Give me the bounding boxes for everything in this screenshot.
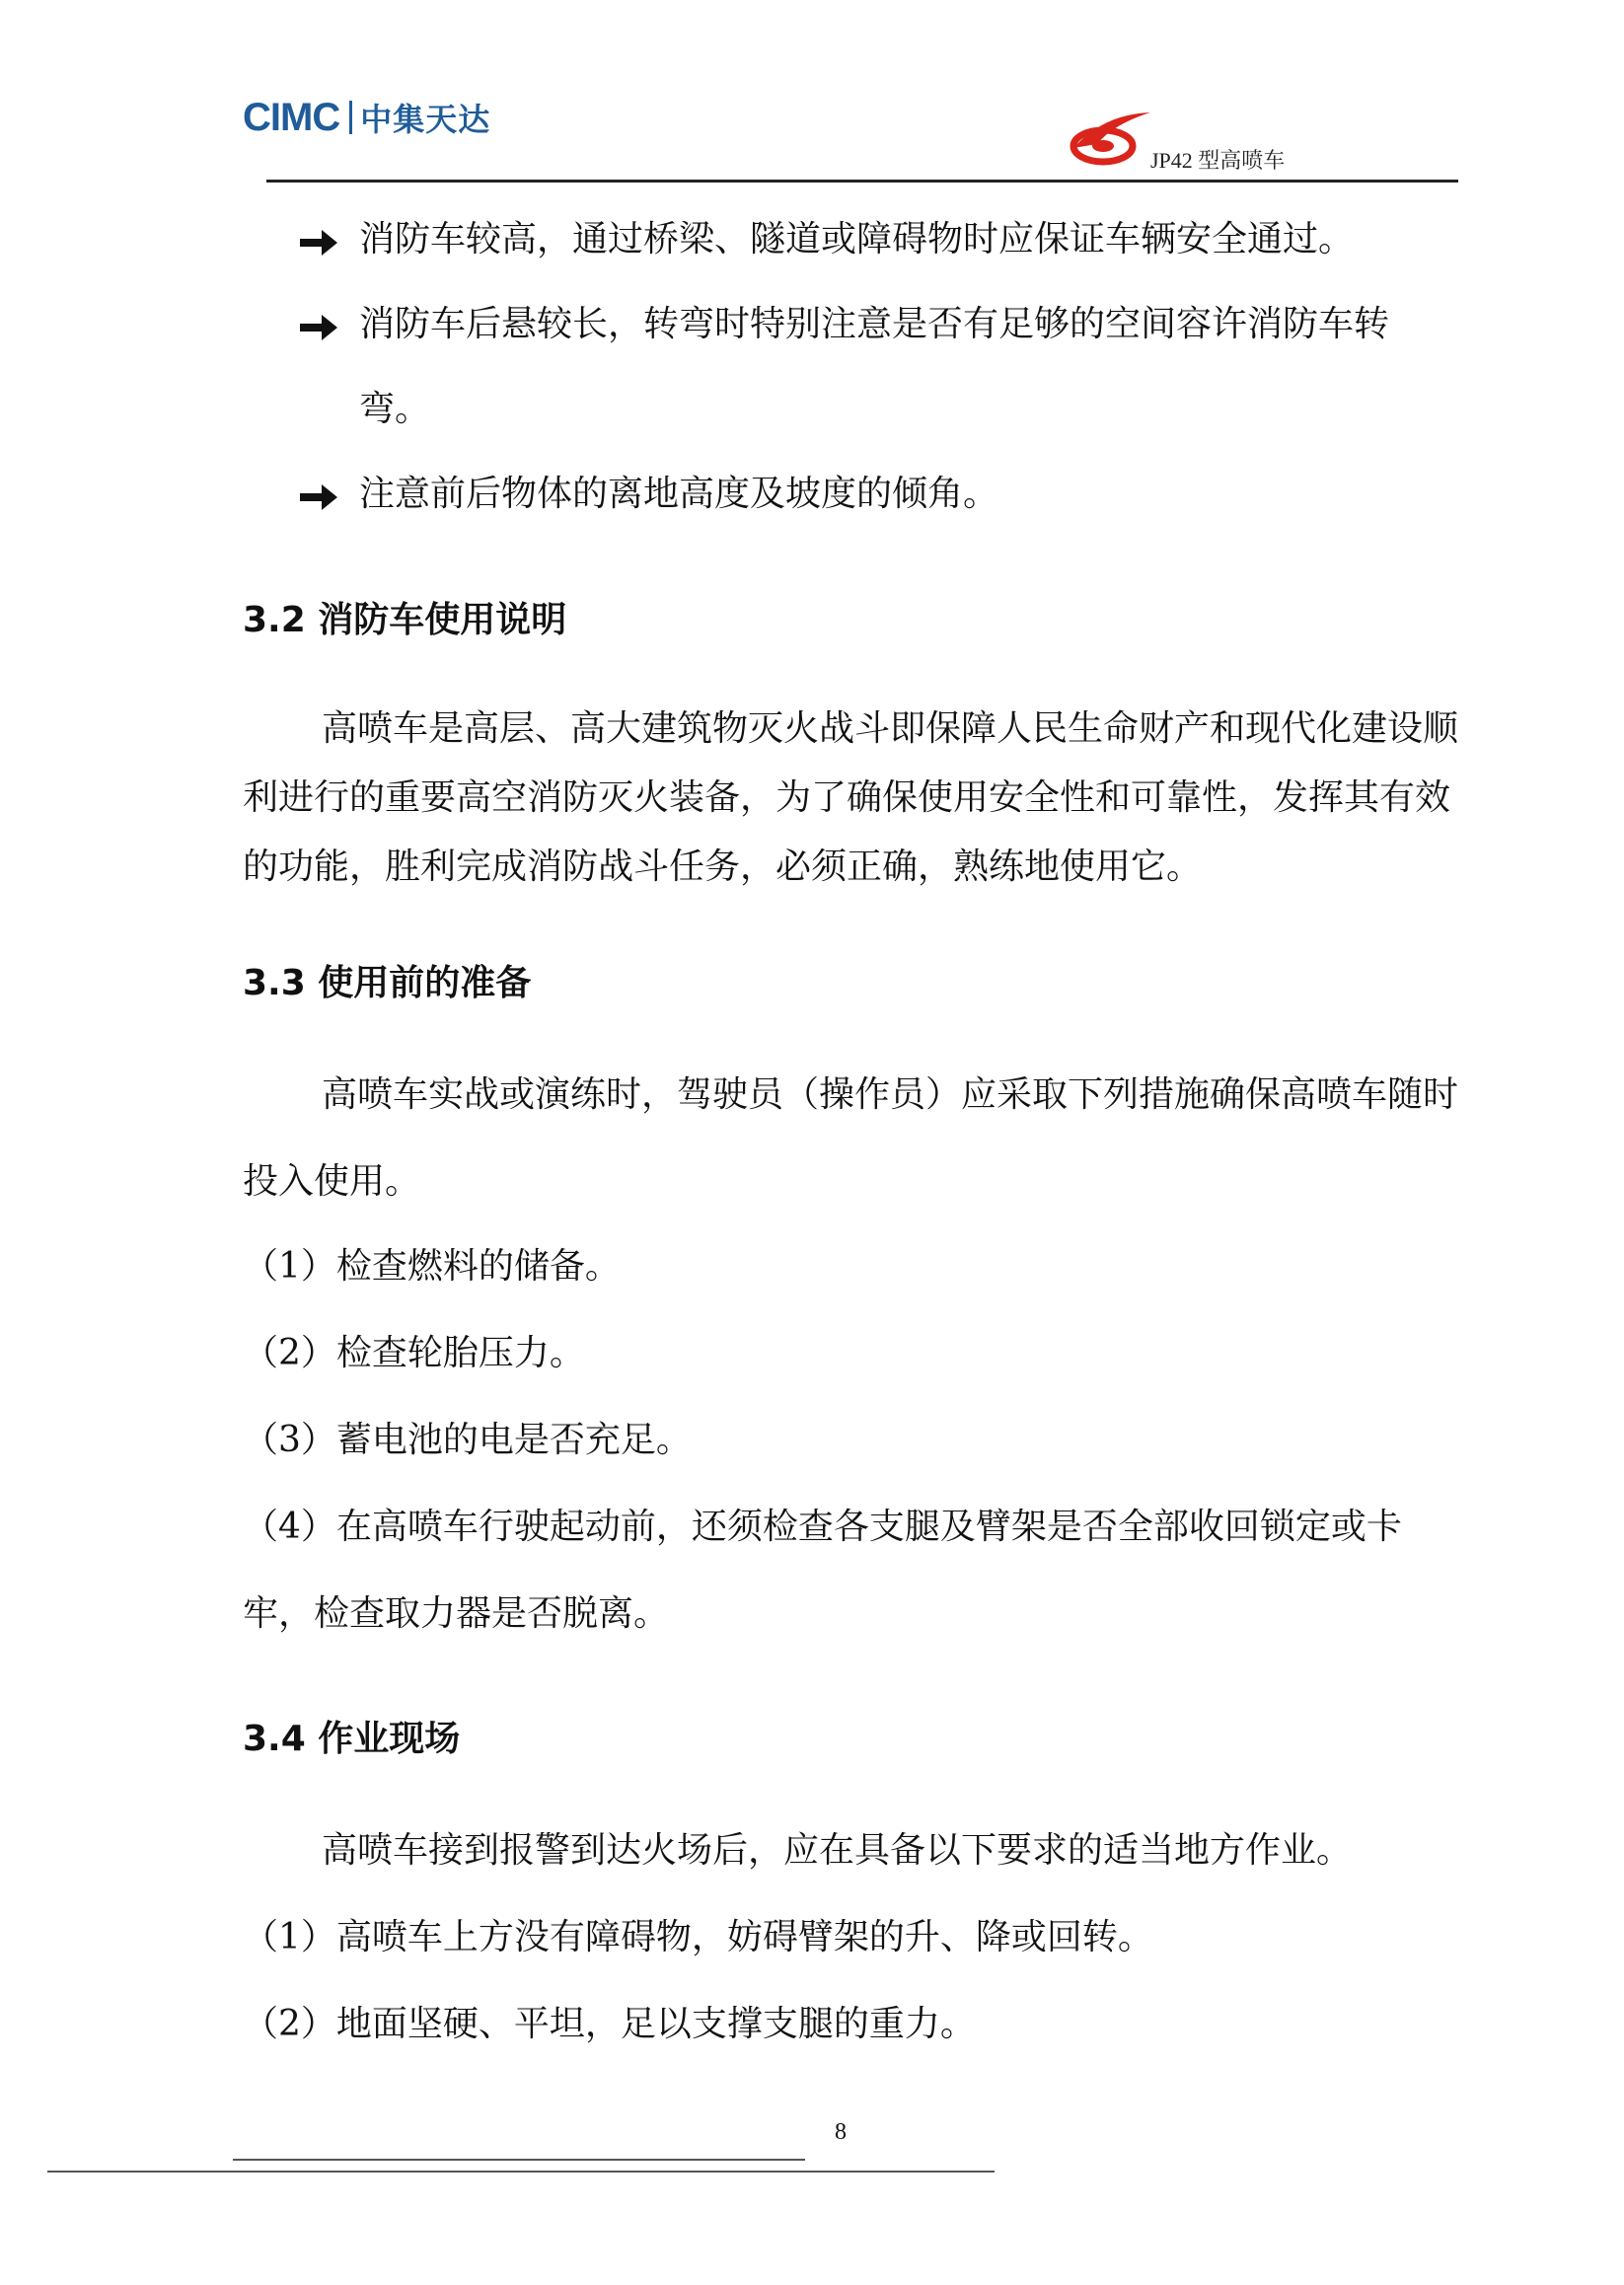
arrow-right-icon — [300, 482, 337, 512]
section-heading-3-4: 3.4 作业现场 — [243, 1719, 461, 1759]
bullet-item — [300, 474, 1474, 537]
logo-divider — [349, 101, 352, 134]
section-3-2-paragraph: 高喷车是高层、高大建筑物灭火战斗即保障人民生命财产和现代化建设顺利进行的重要高空消防灭火装备，为了确保使用安全性和可靠性，发挥其有效的功能，胜利完成消防战斗任务，必须正确，熟练地使用它。 — [243, 708, 1459, 887]
footer-rule — [233, 2159, 805, 2161]
section-3-3-intro: 高喷车实战或演练时，驾驶员（操作员）应采取下列措施确保高喷车随时投入使用。 — [243, 1074, 1459, 1202]
checklist-item: （3）蓄电池的电是否充足。 — [243, 1420, 692, 1460]
requirement-item: （1）高喷车上方没有障碍物，妨碍臂架的升、降或回转。 — [243, 1917, 1153, 1957]
checklist-item: （1）检查燃料的储备。 — [243, 1246, 621, 1287]
header-model-label: JP42 型高喷车 — [1150, 148, 1286, 173]
arrow-right-icon — [300, 228, 337, 258]
company-logo — [243, 95, 490, 140]
bullet-text: 消防车后悬较长，转弯时特别注意是否有足够的空间容许消防车转弯。 — [359, 304, 1390, 429]
page-number: 8 — [835, 2119, 847, 2145]
checklist-item: （2）检查轮胎压力。 — [243, 1333, 585, 1373]
footer-rule — [47, 2171, 995, 2173]
requirement-item: （2）地面坚硬、平坦，足以支撑支腿的重力。 — [243, 2004, 976, 2044]
section-3-4-intro: 高喷车接到报警到达火场后，应在具备以下要求的适当地方作业。 — [322, 1830, 1353, 1871]
brand-emblem-icon — [1064, 109, 1152, 170]
logo-cimc-text: CIMC — [243, 95, 340, 139]
header-rule — [266, 180, 1458, 183]
bullet-text: 消防车较高，通过桥梁、隧道或障碍物时应保证车辆安全通过。 — [359, 219, 1355, 259]
section-heading-3-3: 3.3 使用前的准备 — [243, 963, 532, 1003]
bullet-item — [300, 304, 1444, 452]
arrow-right-icon — [300, 313, 337, 342]
bullet-item — [300, 219, 1474, 282]
checklist-item: （4）在高喷车行驶起动前，还须检查各支腿及臂架是否全部收回锁定或卡牢，检查取力器是否脱离。 — [243, 1507, 1402, 1634]
bullet-text: 注意前后物体的离地高度及坡度的倾角。 — [359, 474, 999, 514]
logo-chinese-text: 中集天达 — [360, 101, 491, 138]
section-heading-3-2: 3.2 消防车使用说明 — [243, 600, 567, 640]
